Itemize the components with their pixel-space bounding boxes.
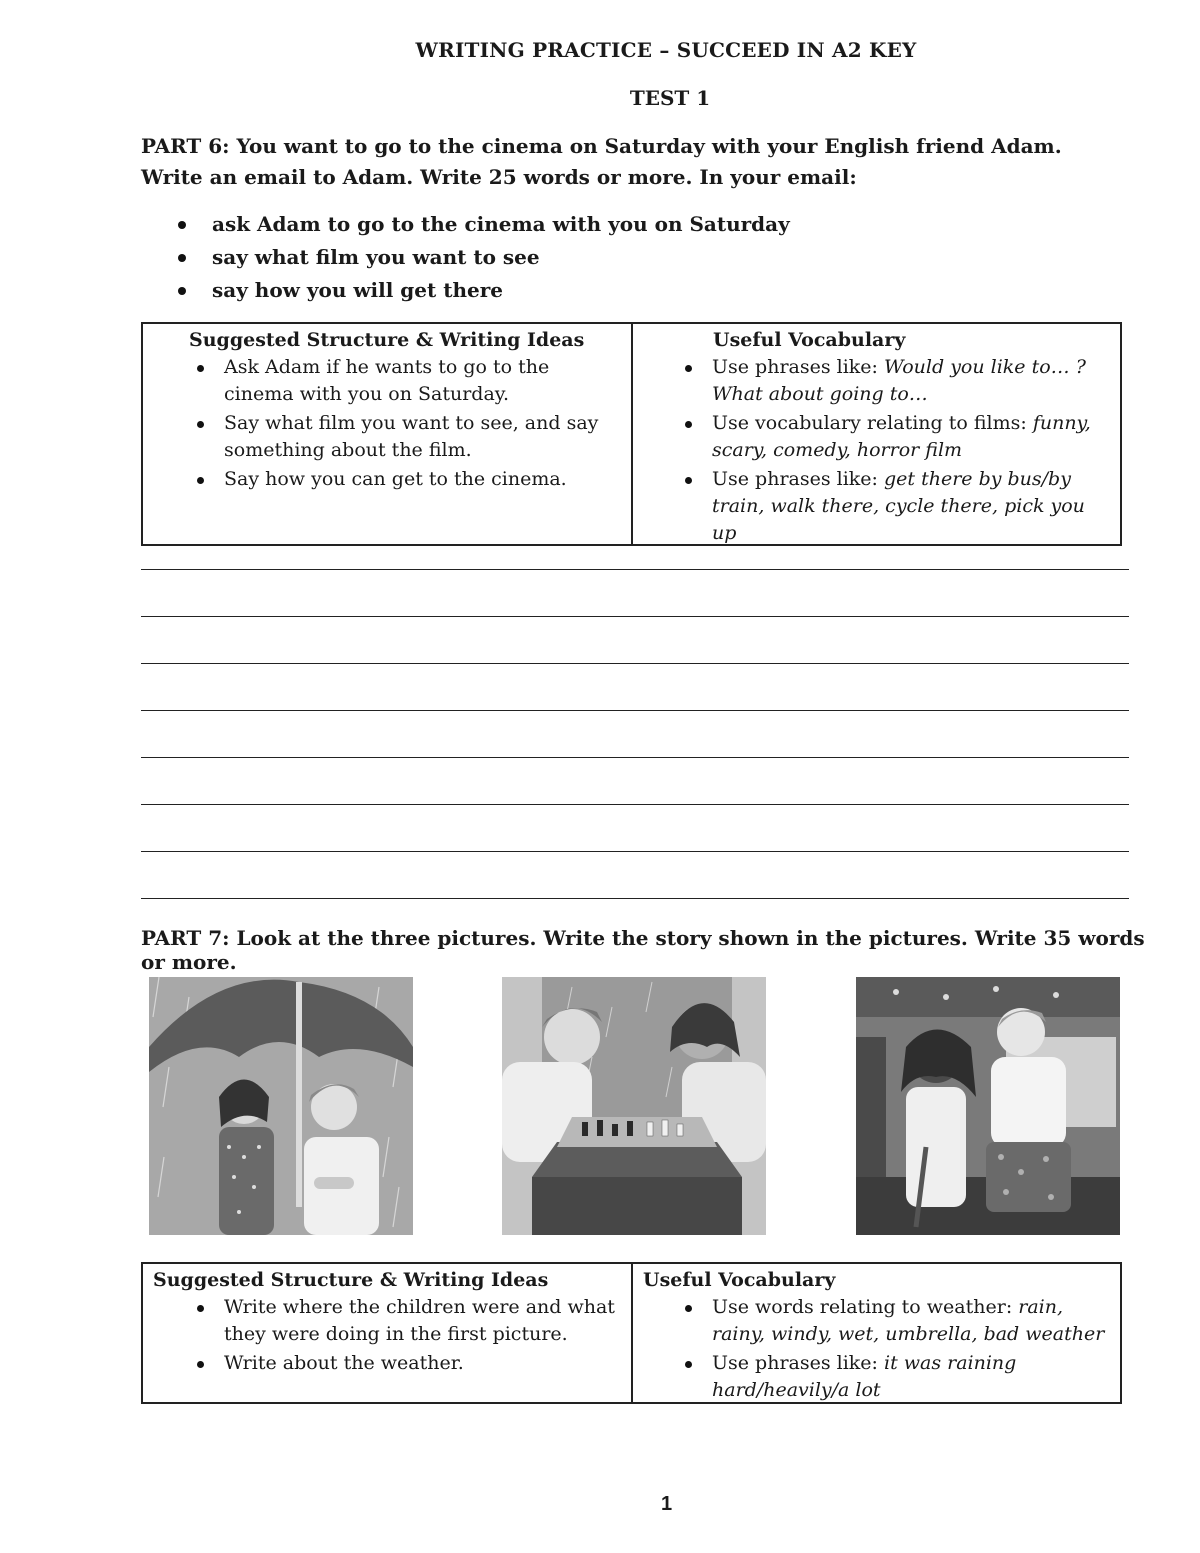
vocab-item-text: Use vocabulary relating to films: <box>712 412 1033 434</box>
writing-line[interactable] <box>141 663 1129 664</box>
vocab-item <box>677 410 1110 464</box>
vocab-item <box>677 1294 1110 1348</box>
writing-line[interactable] <box>141 851 1129 852</box>
vocab-item <box>677 354 1110 408</box>
vocab-item-text: Use phrases like: <box>712 356 884 378</box>
writing-line[interactable] <box>141 710 1129 711</box>
structure-item: Say what film you want to see, and say something about the film. <box>189 410 621 464</box>
children-at-cinema-with-umbrella-illustration <box>856 977 1120 1235</box>
part6-task-item: say what film you want to see <box>141 243 790 276</box>
part6-task-item: ask Adam to go to the cinema with you on Saturday <box>141 210 790 243</box>
structure-item: Say how you can get to the cinema. <box>189 466 621 493</box>
part7-vocab-heading: Useful Vocabulary <box>643 1269 836 1291</box>
part6-task-list <box>141 210 790 309</box>
vocab-item-text: Use phrases like: <box>712 468 884 490</box>
writing-line[interactable] <box>141 569 1129 570</box>
part6-task-item: say how you will get there <box>141 276 790 309</box>
vocab-item-example: get there by bus/by train, walk there, cycle there, pick you up <box>712 468 1085 544</box>
structure-item: Write about the weather. <box>189 1350 621 1377</box>
part6-prompt-line1: PART 6: You want to go to the cinema on Saturday with your English friend Adam. <box>141 134 1062 158</box>
page-number: 1 <box>660 1493 673 1515</box>
vocab-item-text: Use phrases like: <box>712 1352 884 1374</box>
vocab-item <box>677 1350 1110 1404</box>
writing-line[interactable] <box>141 616 1129 617</box>
part6-structure-list <box>189 354 621 493</box>
part7-vocab-column <box>631 1264 1120 1402</box>
vocab-item <box>677 466 1110 547</box>
children-under-umbrella-in-rain-illustration <box>149 977 413 1235</box>
test-label: TEST 1 <box>629 86 711 110</box>
vocab-item-example: rain, rainy, windy, wet, umbrella, bad weather <box>712 1296 1105 1345</box>
children-playing-chess-indoors-illustration <box>502 977 766 1235</box>
worksheet-title: WRITING PRACTICE – SUCCEED IN A2 KEY <box>415 38 917 62</box>
writing-line[interactable] <box>141 804 1129 805</box>
writing-line[interactable] <box>141 757 1129 758</box>
part7-structure-column <box>143 1264 631 1402</box>
part6-tips-box <box>141 322 1122 546</box>
part6-vocab-list <box>677 354 1110 547</box>
part7-structure-heading: Suggested Structure & Writing Ideas <box>153 1269 549 1291</box>
part7-prompt: PART 7: Look at the three pictures. Write the story shown in the pictures. Write 35 words or more. <box>141 926 1145 974</box>
vocab-item-example: funny, scary, comedy, horror film <box>712 412 1091 461</box>
part6-structure-column <box>143 324 631 544</box>
part6-vocab-column <box>631 324 1120 544</box>
part6-prompt <box>141 131 1141 193</box>
part7-structure-list <box>153 1294 621 1377</box>
vocab-item-example: Would you like to… ? What about going to… <box>712 356 1086 405</box>
part7-tips-box <box>141 1262 1122 1404</box>
vocab-item-text: Use words relating to weather: <box>712 1296 1019 1318</box>
structure-item: Ask Adam if he wants to go to the cinema with you on Saturday. <box>189 354 621 408</box>
structure-item: Write where the children were and what they were doing in the first picture. <box>189 1294 621 1348</box>
part6-vocab-heading: Useful Vocabulary <box>713 329 906 351</box>
writing-line[interactable] <box>141 898 1129 899</box>
part7-vocab-list <box>643 1294 1110 1404</box>
part6-structure-heading: Suggested Structure & Writing Ideas <box>189 329 585 351</box>
vocab-item-example: it was raining hard/heavily/a lot <box>712 1352 1017 1401</box>
part6-prompt-line2: Write an email to Adam. Write 25 words or more. In your email: <box>141 165 857 189</box>
